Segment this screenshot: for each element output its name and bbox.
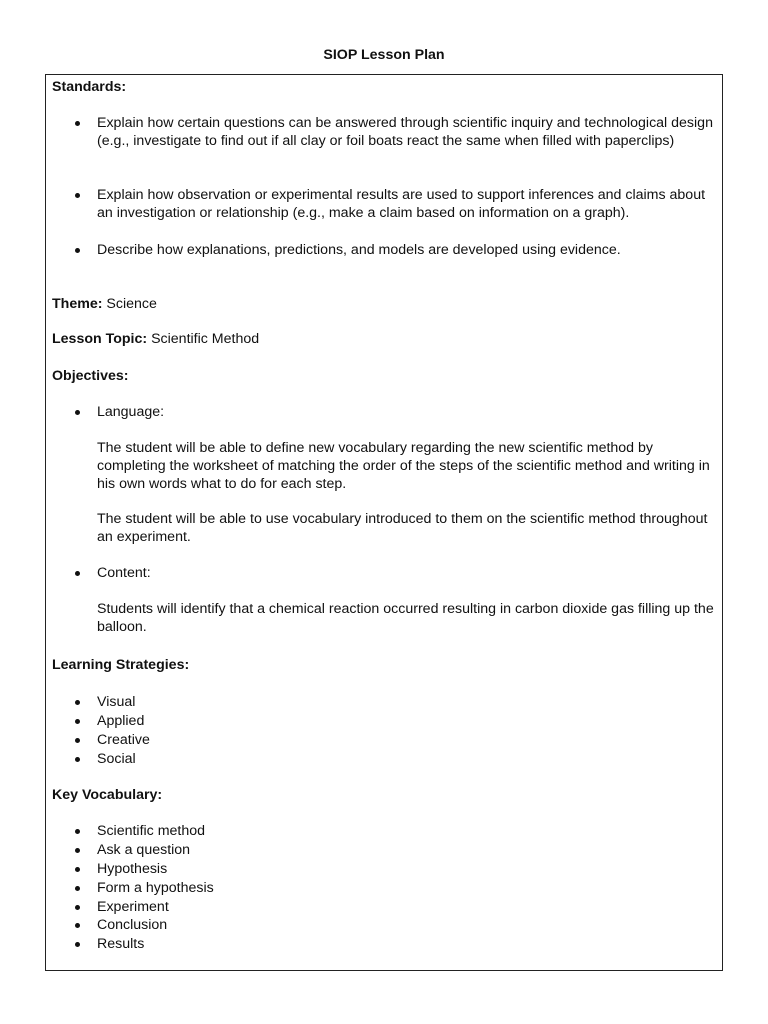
list-item: Creative: [97, 732, 150, 748]
bullet-icon: [74, 731, 82, 749]
key-vocabulary-heading: Key Vocabulary:: [52, 787, 163, 803]
objective-language-label: Language:: [97, 404, 165, 420]
list-item: Results: [97, 936, 145, 952]
standards-heading: Standards:: [52, 79, 127, 95]
bullet-icon: [74, 916, 82, 934]
bullet-icon: [74, 186, 82, 204]
objective-language-paragraph: The student will be able to define new vocabulary regarding the new scientific method by completing the worksheet of matching the order of the steps of the scientific method and writing in his own words what to do for each step.: [97, 440, 710, 492]
list-item: Experiment: [97, 899, 169, 915]
bullet-icon: [74, 693, 82, 711]
objectives-heading: Objectives:: [52, 368, 129, 384]
objective-language-paragraph: The student will be able to use vocabulary introduced to them on the scientific method throughout an experiment.: [97, 511, 708, 545]
objective-content-label: Content:: [97, 565, 151, 581]
bullet-icon: [74, 712, 82, 730]
standards-item: Explain how observation or experimental results are used to support inferences and claims about an investigation or relationship (e.g., make a claim based on information on a graph).: [97, 187, 706, 221]
bullet-icon: [74, 822, 82, 840]
bullet-icon: [74, 879, 82, 897]
page-title: SIOP Lesson Plan: [323, 47, 445, 63]
list-item: Scientific method: [97, 823, 206, 839]
lesson-topic-label: Lesson Topic:: [52, 331, 148, 347]
lesson-topic-value: Scientific Method: [151, 331, 260, 347]
list-item: Applied: [97, 713, 145, 729]
list-item: Ask a question: [97, 842, 191, 858]
learning-strategies-heading: Learning Strategies:: [52, 657, 190, 673]
list-item: Social: [97, 751, 136, 767]
standards-item: Explain how certain questions can be answered through scientific inquiry and technological design (e.g., investigate to find out if all clay or foil boats react the same when filled with paperclips): [97, 115, 713, 149]
theme-label: Theme:: [52, 296, 103, 312]
objective-content-paragraph: Students will identify that a chemical reaction occurred resulting in carbon dioxide gas filling up the balloon.: [97, 601, 714, 635]
bullet-icon: [74, 241, 82, 259]
bullet-icon: [74, 564, 82, 582]
bullet-icon: [74, 898, 82, 916]
theme-line: [52, 295, 157, 313]
standards-item: Describe how explanations, predictions, and models are developed using evidence.: [97, 242, 621, 258]
list-item: Conclusion: [97, 917, 168, 933]
bullet-icon: [74, 114, 82, 132]
bullet-icon: [74, 750, 82, 768]
bullet-icon: [74, 841, 82, 859]
list-item: Hypothesis: [97, 861, 168, 877]
list-item: Form a hypothesis: [97, 880, 214, 896]
list-item: Visual: [97, 694, 136, 710]
lesson-topic-line: [52, 330, 259, 348]
bullet-icon: [74, 403, 82, 421]
bullet-icon: [74, 860, 82, 878]
theme-value: Science: [106, 296, 157, 312]
bullet-icon: [74, 935, 82, 953]
